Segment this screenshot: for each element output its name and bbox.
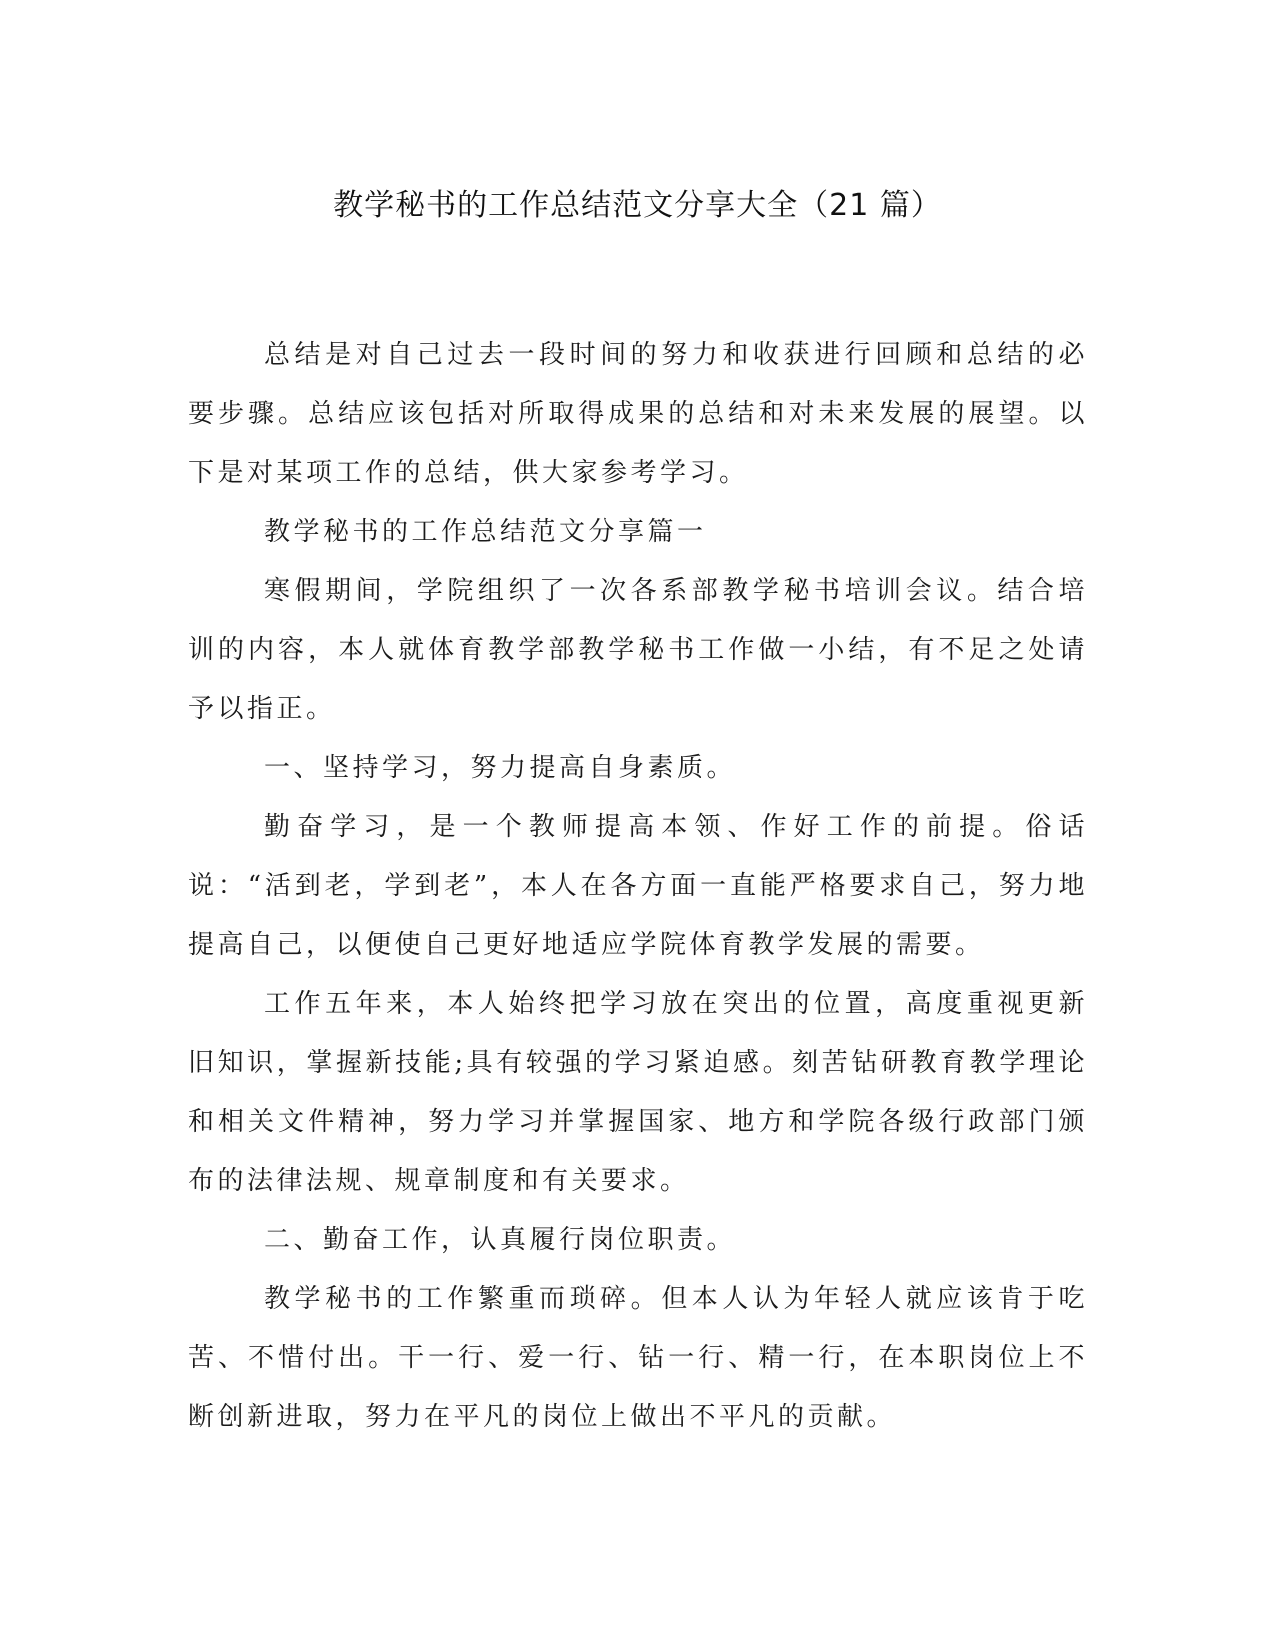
- section-heading-part-one: 教学秘书的工作总结范文分享篇一: [264, 517, 707, 547]
- paragraph-training-meeting: 寒假期间，学院组织了一次各系部教学秘书培训会议。结合培训的内容，本人就体育教学部教学秘书工作做一小结，有不足之处请予以指正。: [188, 576, 1088, 724]
- paragraph-five-years-work: 工作五年来，本人始终把学习放在突出的位置，高度重视更新旧知识，掌握新技能;具有较强的学习紧迫感。刻苦钻研教育教学理论和相关文件精神，努力学习并掌握国家、地方和学院各级行政部门颁布的法律法规、规章制度和有关要求。: [188, 989, 1088, 1196]
- paragraph-diligent-study: 勤奋学习，是一个教师提高本领、作好工作的前提。俗话说：“活到老，学到老”，本人在各方面一直能严格要求自己，努力地提高自己，以便使自己更好地适应学院体育教学发展的需要。: [188, 812, 1088, 960]
- document-body: [188, 326, 1088, 1447]
- paragraph-intro: 总结是对自己过去一段时间的努力和收获进行回顾和总结的必要步骤。总结应该包括对所取得成果的总结和对未来发展的展望。以下是对某项工作的总结，供大家参考学习。: [188, 340, 1088, 488]
- heading-point-one: 一、坚持学习，努力提高自身素质。: [264, 753, 737, 783]
- heading-point-two: 二、勤奋工作，认真履行岗位职责。: [264, 1225, 737, 1255]
- document-title: 教学秘书的工作总结范文分享大全（21 篇）: [333, 188, 942, 223]
- paragraph-secretary-duties: 教学秘书的工作繁重而琐碎。但本人认为年轻人就应该肯于吃苦、不惜付出。干一行、爱一行、钻一行、精一行，在本职岗位上不断创新进取，努力在平凡的岗位上做出不平凡的贡献。: [188, 1284, 1088, 1432]
